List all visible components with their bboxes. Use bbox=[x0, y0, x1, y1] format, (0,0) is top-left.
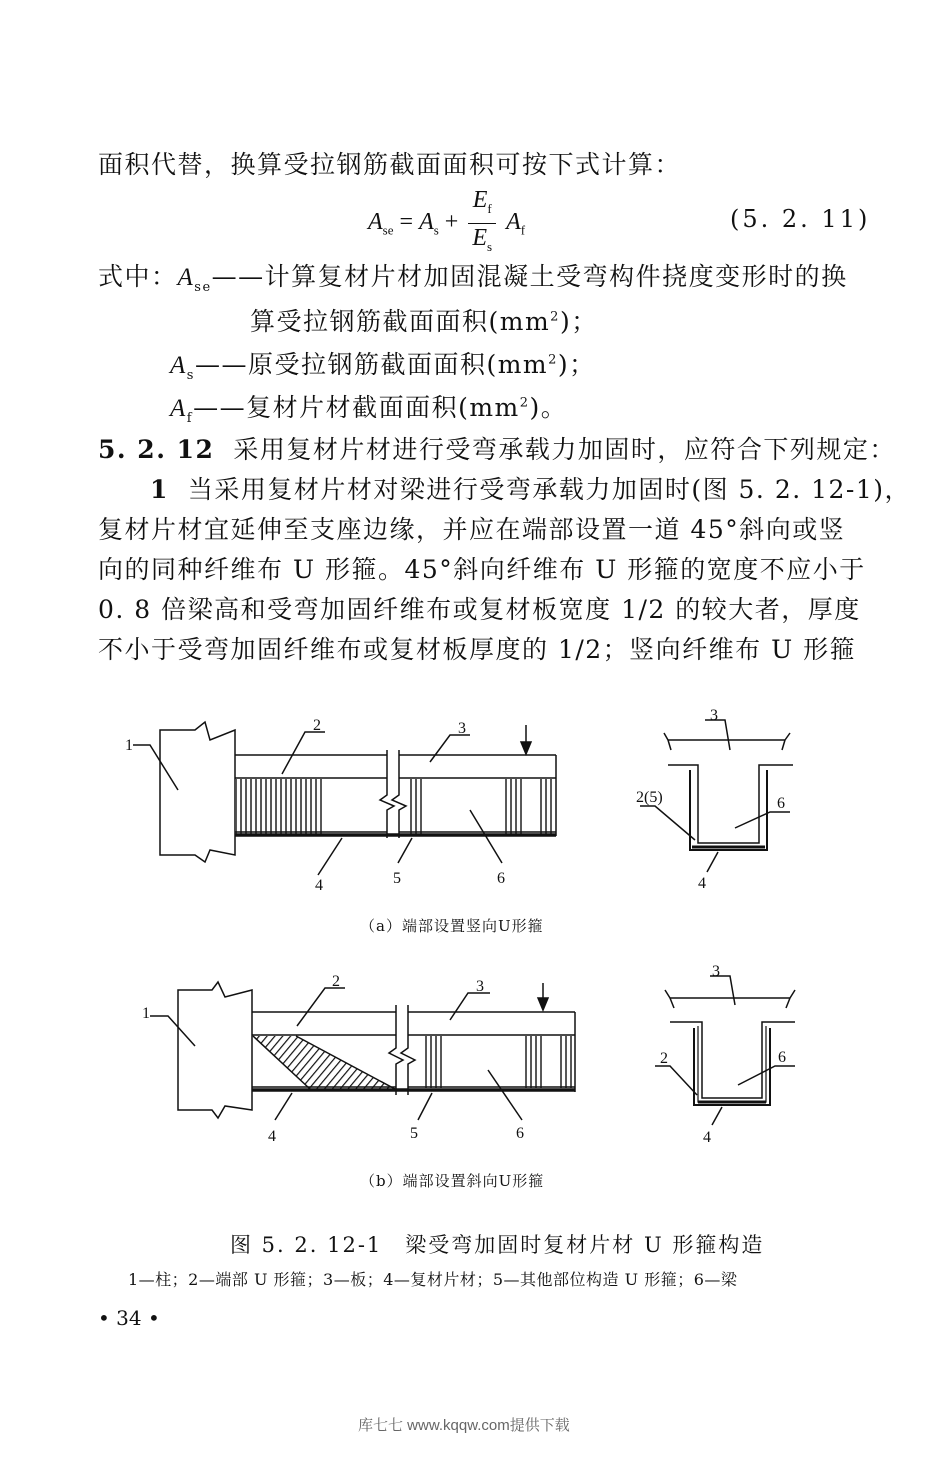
svg-text:6: 6 bbox=[516, 1125, 524, 1142]
svg-text:4: 4 bbox=[315, 877, 323, 894]
equation-number: (5. 2. 11) bbox=[730, 205, 871, 233]
svg-text:2: 2 bbox=[332, 973, 340, 990]
where-as: $A_s——$原受拉钢筋截面面积$(mm^2)$； bbox=[170, 350, 596, 383]
watermark: 库七七 www.kqqw.com提供下载 bbox=[358, 1417, 570, 1434]
figure-legend: 1—柱；2—端部 U 形箍；3—板；4—复材片材；5—其他部位构造 U 形箍；6—梁 bbox=[128, 1270, 738, 1289]
svg-text:3: 3 bbox=[458, 720, 466, 737]
para-line-3: 向的同种纤维布 U 形箍。45°斜向纤维布 U 形箍的宽度不应小于 bbox=[98, 555, 866, 584]
text-line-1: 面积代替，换算受拉钢筋截面面积可按下式计算： bbox=[98, 150, 682, 179]
para-line-1: 1 当采用复材片材对梁进行受弯承载力加固时(图 5. 2. 12-1)， bbox=[150, 475, 912, 504]
section-5-2-12: 5. 2. 12 采用复材片材进行受弯承载力加固时，应符合下列规定： bbox=[98, 435, 896, 464]
caption-a: （a）端部设置竖向U形箍 bbox=[360, 917, 544, 935]
figure-b-section-labels bbox=[660, 963, 786, 1146]
para-line-2: 复材片材宜延伸至支座边缘，并应在端部设置一道 45°斜向或竖 bbox=[98, 515, 846, 544]
svg-text:2: 2 bbox=[660, 1050, 668, 1067]
figure-b-elevation bbox=[150, 982, 575, 1120]
formula-5-2-11: $A_{se} = A_s$ + $\frac{E_f}{E_s}$ $A_f$ bbox=[368, 187, 526, 254]
svg-text:5: 5 bbox=[410, 1125, 418, 1142]
where-af: $A_f——$复材片材截面面积$(mm^2)$。 bbox=[170, 393, 568, 426]
figure-title: 图 5. 2. 12-1 梁受弯加固时复材片材 U 形箍构造 bbox=[230, 1233, 765, 1257]
svg-text:1: 1 bbox=[125, 737, 133, 754]
svg-text:4: 4 bbox=[703, 1129, 711, 1146]
svg-text:4: 4 bbox=[268, 1128, 276, 1145]
svg-text:6: 6 bbox=[778, 1049, 786, 1066]
caption-b: （b）端部设置斜向U形箍 bbox=[360, 1172, 545, 1190]
svg-text:3: 3 bbox=[710, 707, 718, 724]
svg-text:3: 3 bbox=[476, 978, 484, 995]
svg-text:6: 6 bbox=[497, 870, 505, 887]
svg-text:1: 1 bbox=[142, 1005, 150, 1022]
svg-text:2(5): 2(5) bbox=[636, 789, 663, 806]
svg-text:5: 5 bbox=[393, 870, 401, 887]
svg-text:2: 2 bbox=[313, 717, 321, 734]
page-number: • 34 • bbox=[98, 1306, 160, 1330]
svg-text:4: 4 bbox=[698, 875, 706, 892]
para-line-5: 不小于受弯加固纤维布或复材板厚度的 1/2；竖向纤维布 U 形箍 bbox=[98, 635, 857, 664]
where-ase: 式中：$A_{se}——$计算复材片材加固混凝土受弯构件挠度变形时的换 bbox=[98, 262, 848, 295]
figure-a-elevation bbox=[133, 722, 556, 875]
figure-u-stirrup bbox=[0, 700, 950, 1200]
svg-text:3: 3 bbox=[712, 963, 720, 980]
where-ase-cont: 算受拉钢筋截面面积$(mm^2)$； bbox=[250, 307, 598, 336]
para-line-4: 0. 8 倍梁高和受弯加固纤维布或复材板宽度 1/2 的较大者，厚度 bbox=[98, 595, 861, 624]
figure-a-section bbox=[640, 720, 793, 872]
svg-text:6: 6 bbox=[777, 795, 785, 812]
figure-b-section bbox=[655, 976, 795, 1125]
